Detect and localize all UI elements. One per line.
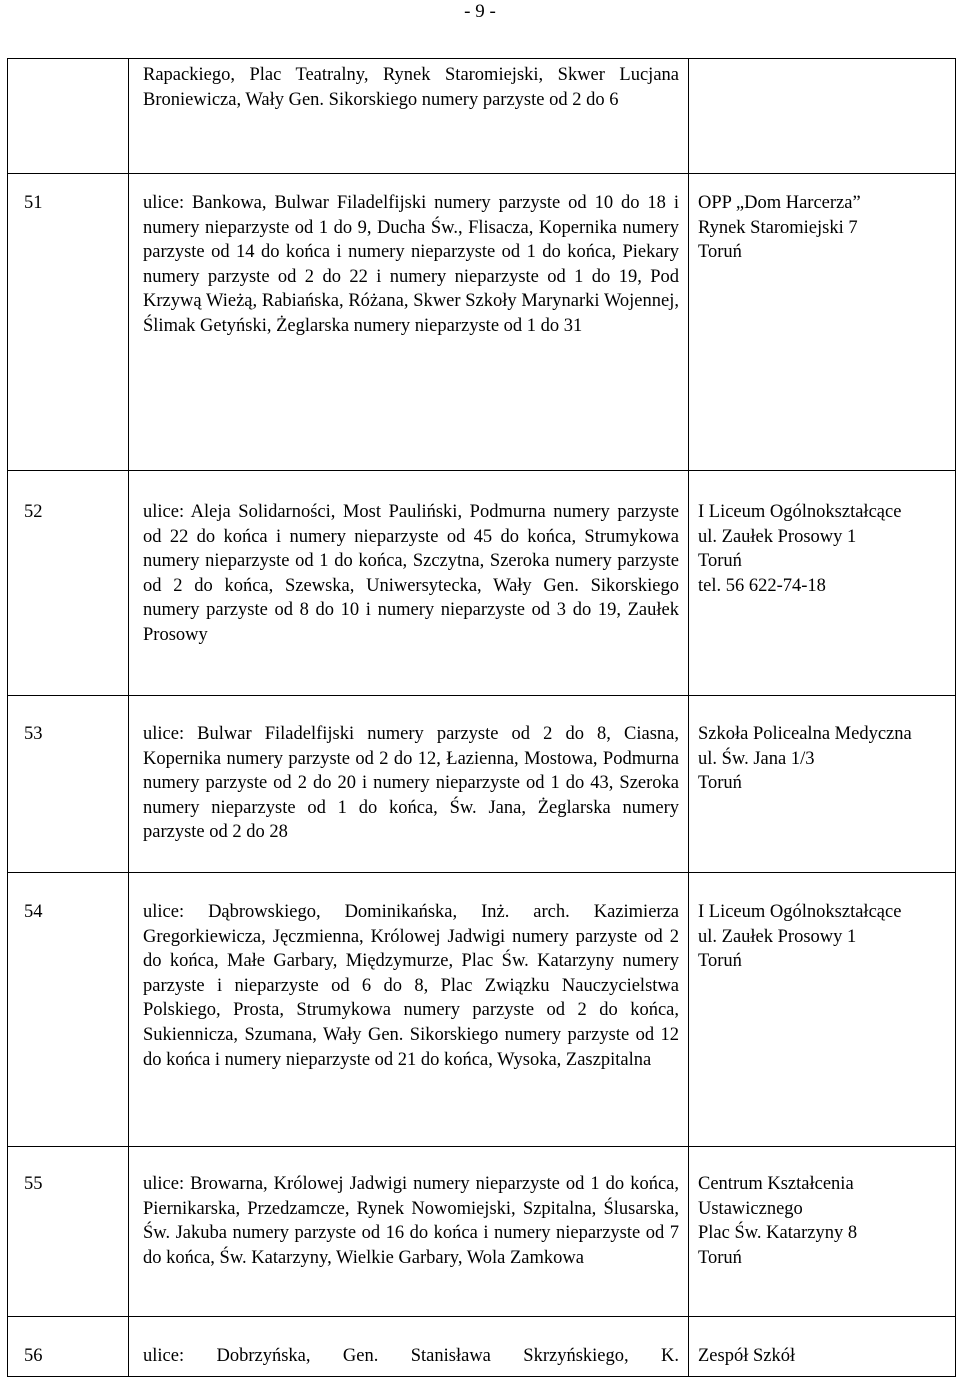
streets-text: ulice: Dąbrowskiego, Dominikańska, Inż. arch. Kazimierza Gregorkiewicza, Jęczmienna, Królowej Jadwigi numery parzyste od 2 do końca, Małe Garbary, Międzymurze, Plac Św. Katarzyny numery parzyste i nieparzyste od 6 do 8, Plac Związku Nauczycielstwa Polskiego, Prosta, Strumykowa numery parzyste od 2 do końca, Sukiennicza, Szumana, Wały Gen. Sikorskiego numery parzyste od 12 do końca i numery nieparzyste od 21 do końca, Wysoka, Zaszpitalna <box>143 902 679 1070</box>
district-number: 55 <box>8 1147 129 1317</box>
school-name: Szkoła Policealna Medyczna <box>698 724 912 744</box>
district-streets <box>129 59 689 174</box>
school-city: Toruń <box>698 951 742 972</box>
streets-text: ulice: Aleja Solidarności, Most Pauliński, Podmurna numery parzyste od 22 do końca i numery nieparzyste od 45 do końca, Strumykowa numery nieparzyste od 1 do końca, Szczytna, Szeroka numery parzyste od 2 do końca, Szewska, Uniwersytecka, Wały Gen. Sikorskiego numery parzyste od 8 do 10 i numery nieparzyste od 3 do 19, Zaułek Prosowy <box>143 502 679 645</box>
school-city: Toruń <box>698 773 742 794</box>
streets-text: Rapackiego, Plac Teatralny, Rynek Staromiejski, Skwer Lucjana Broniewicza, Wały Gen. Sikorskiego numery parzyste od 2 do 6 <box>143 65 679 110</box>
school-address: Rynek Staromiejski 7 <box>698 217 858 238</box>
school-address: ul. Zaułek Prosowy 1 <box>698 926 857 947</box>
districts-table <box>7 58 956 1377</box>
table-row <box>8 1147 956 1317</box>
district-number: 52 <box>8 471 129 696</box>
school-cell <box>689 1147 956 1317</box>
table-row <box>8 696 956 873</box>
school-cell <box>689 696 956 873</box>
school-cell <box>689 1317 956 1377</box>
district-streets <box>129 1317 689 1377</box>
page-number: - 9 - <box>464 1 496 22</box>
district-number: 56 <box>8 1317 129 1377</box>
streets-text: ulice: Bankowa, Bulwar Filadelfijski numery parzyste od 10 do 18 i numery nieparzyste od 1 do 9, Ducha Św., Flisacza, Kopernika numery parzyste od 14 do końca i numery nieparzyste od 1 do końca, Piekary numery parzyste od 2 do 22 i numery nieparzyste od 1 do 19, Pod Krzywą Wieżą, Rabiańska, Różana, Skwer Szkoły Marynarki Wojennej, Ślimak Getyński, Żeglarska numery nieparzyste od 1 do 31 <box>143 193 679 336</box>
school-name: Zespół Szkół <box>698 1346 796 1366</box>
school-name: Centrum Kształcenia <box>698 1174 854 1194</box>
table-row <box>8 1317 956 1377</box>
school-cell <box>689 59 956 174</box>
district-streets <box>129 1147 689 1317</box>
district-number: 51 <box>8 174 129 471</box>
school-name: OPP „Dom Harcerza” <box>698 193 861 213</box>
streets-text: ulice: Browarna, Królowej Jadwigi numery nieparzyste od 1 do końca, Piernikarska, Przedzamcze, Rynek Nowomiejski, Szpitalna, Ślusarska, Św. Jakuba numery parzyste od 16 do końca i numery nieparzyste od 7 do końca, Św. Katarzyny, Wielkie Garbary, Wola Zamkowa <box>143 1174 679 1268</box>
table-row <box>8 873 956 1147</box>
district-number: 53 <box>8 696 129 873</box>
table-row <box>8 59 956 174</box>
district-streets <box>129 696 689 873</box>
district-streets <box>129 174 689 471</box>
school-phone: tel. 56 622-74-18 <box>698 575 826 596</box>
school-address: Plac Św. Katarzyny 8 <box>698 1223 858 1244</box>
school-name: I Liceum Ogólnokształcące <box>698 902 902 922</box>
school-name-cont: Ustawicznego <box>698 1198 803 1219</box>
school-city: Toruń <box>698 1247 742 1268</box>
district-number <box>8 59 129 174</box>
district-streets <box>129 873 689 1147</box>
table-row <box>8 174 956 471</box>
streets-text: ulice: Dobrzyńska, Gen. Stanisława Skrzyńskiego, K. <box>143 1346 679 1366</box>
school-address: ul. Św. Jana 1/3 <box>698 748 815 769</box>
streets-text: ulice: Bulwar Filadelfijski numery parzyste od 2 do 8, Ciasna, Kopernika numery parzyste od 2 do 12, Łazienna, Mostowa, Podmurna numery parzyste od 2 do 20 i numery nieparzyste od 1 do 43, Szeroka numery nieparzyste od 1 do końca, Św. Jana, Żeglarska numery parzyste od 2 do 28 <box>143 724 679 843</box>
school-city: Toruń <box>698 551 742 572</box>
school-cell <box>689 471 956 696</box>
table-row <box>8 471 956 696</box>
school-name: I Liceum Ogólnokształcące <box>698 502 902 522</box>
school-address: ul. Zaułek Prosowy 1 <box>698 526 857 547</box>
school-cell <box>689 174 956 471</box>
district-number: 54 <box>8 873 129 1147</box>
school-city: Toruń <box>698 242 742 263</box>
school-cell <box>689 873 956 1147</box>
district-streets <box>129 471 689 696</box>
